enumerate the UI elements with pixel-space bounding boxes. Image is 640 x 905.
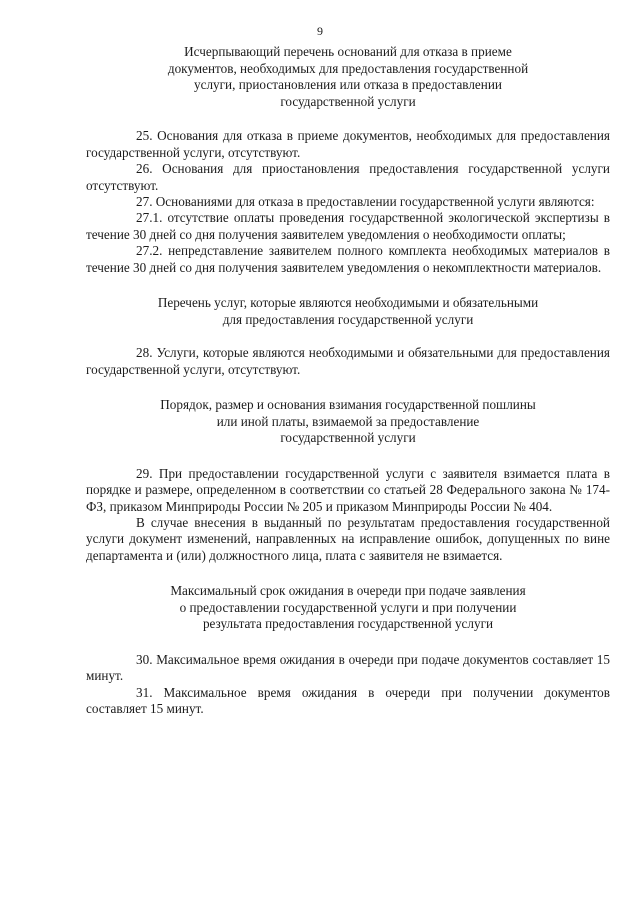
paragraph-31: 31. Максимальное время ожидания в очереди при получении документов составляет 15 минут.	[86, 684, 610, 717]
heading-line: Перечень услуг, которые являются необходимыми и обязательными	[157, 295, 539, 311]
paragraph-27-2: 27.2. непредставление заявителем полного комплекта необходимых материалов в течение 30 дней со дня получения заявителем уведомления о некомплектности материалов.	[86, 243, 610, 275]
document-body	[86, 44, 610, 718]
heading-line: государственной услуги	[280, 93, 416, 109]
section-heading-required-services	[86, 295, 610, 328]
section-heading-refusal-grounds	[86, 44, 610, 110]
paragraph-27-1: 27.1. отсутствие оплаты проведения государственной экологической экспертизы в течение 30 дней со дня получения заявителем уведомления о необходимости оплаты;	[86, 210, 610, 242]
heading-line: о предоставлении государственной услуги и при получении	[179, 599, 517, 615]
heading-line: документов, необходимых для предоставления государственной	[167, 60, 529, 76]
paragraph-26: 26. Основания для приостановления предоставления государственной услуги отсутствуют.	[86, 161, 610, 193]
section-heading-state-fee	[86, 397, 610, 447]
paragraph-27: 27. Основаниями для отказа в предоставлении государственной услуги являются:	[136, 194, 595, 209]
paragraph-29: 29. При предоставлении государственной услуги с заявителя взимается плата в порядке и размере, определенном в соответствии со статьей 28 Федерального закона № 174-ФЗ, приказом Минприроды России № 205 и приказом Минприроды России № 404.	[86, 465, 610, 514]
paragraph-28: 28. Услуги, которые являются необходимыми и обязательными для предоставления государственной услуги, отсутствуют.	[86, 345, 610, 377]
heading-line: для предоставления государственной услуги	[222, 311, 474, 327]
heading-line: Максимальный срок ожидания в очереди при подаче заявления	[170, 583, 526, 599]
paragraph-30: 30. Максимальное время ожидания в очереди при подаче документов составляет 15 минут.	[86, 652, 610, 684]
page-number: 9	[317, 24, 323, 38]
paragraph-25: 25. Основания для отказа в приеме документов, необходимых для предоставления государственной услуги, отсутствуют.	[86, 128, 610, 160]
heading-line: или иной платы, взимаемой за предоставление	[216, 413, 480, 429]
heading-line: государственной услуги	[280, 430, 416, 446]
section-heading-queue-time	[86, 583, 610, 633]
heading-line: Исчерпывающий перечень оснований для отказа в приеме	[184, 44, 512, 59]
heading-line: результата предоставления государственной услуги	[202, 616, 494, 632]
heading-line: Порядок, размер и основания взимания государственной пошлины	[160, 397, 536, 413]
heading-line: услуги, приостановления или отказа в предоставлении	[194, 77, 502, 93]
paragraph-29-note: В случае внесения в выданный по результатам предоставления государственной услуги документ изменений, направленных на исправление ошибок, допущенных по вине департамента и (или) должностного лица, плата с заявителя не взимается.	[86, 515, 610, 563]
